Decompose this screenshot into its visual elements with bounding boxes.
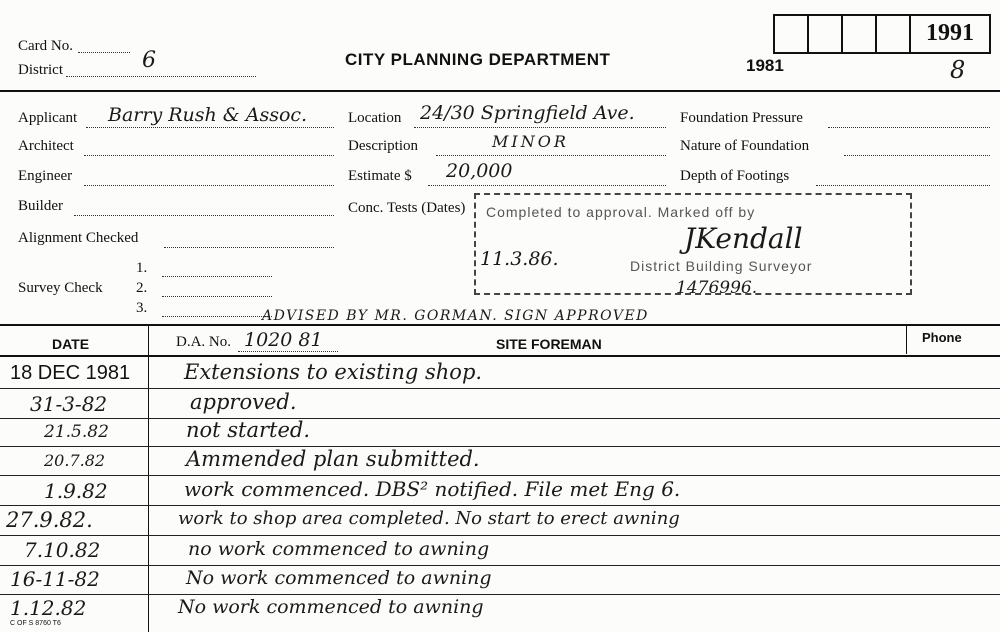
district-value: 6 bbox=[142, 48, 156, 73]
row-4-note: Ammended plan submitted. bbox=[186, 447, 480, 471]
box-year: 1991 bbox=[909, 14, 991, 54]
row-9-note: No work commenced to awning bbox=[178, 596, 484, 618]
estimate-value: 20,000 bbox=[446, 160, 513, 182]
row-4-date: 20.7.82 bbox=[44, 451, 106, 470]
stamp-number: 1476996. bbox=[676, 278, 758, 298]
row-9-date: 1.12.82 bbox=[10, 596, 87, 620]
alignment-label: Alignment Checked bbox=[18, 230, 139, 246]
row-1-note: Extensions to existing shop. bbox=[184, 360, 483, 384]
survey-num-2: 2. bbox=[136, 280, 148, 296]
footer-code: C OF S 8760 T6 bbox=[10, 620, 61, 627]
row-2-date: 31-3-82 bbox=[30, 392, 108, 416]
row-5-note: work commenced. DBS² notified. File met Eng 6. bbox=[184, 477, 681, 501]
survey-num-1: 1. bbox=[136, 260, 148, 276]
site-foreman-header: SITE FOREMAN bbox=[496, 336, 602, 352]
da-no-value: 1020 81 bbox=[244, 329, 323, 351]
phone-header: Phone bbox=[922, 330, 962, 345]
nature-of-foundation-label: Nature of Foundation bbox=[680, 138, 810, 154]
stamp-line-2: District Building Surveyor bbox=[630, 258, 813, 274]
row-8-note: No work commenced to awning bbox=[186, 567, 492, 589]
card-number-boxes bbox=[775, 14, 991, 54]
corner-number: 8 bbox=[950, 56, 966, 84]
applicant-label: Applicant bbox=[18, 110, 78, 126]
location-value: 24/30 Springfield Ave. bbox=[420, 102, 635, 124]
district-label: District bbox=[18, 62, 63, 78]
page-title: CITY PLANNING DEPARTMENT bbox=[345, 50, 611, 69]
row-3-note: not started. bbox=[186, 418, 311, 442]
builder-label: Builder bbox=[18, 198, 63, 214]
row-7-note: no work commenced to awning bbox=[188, 538, 490, 560]
row-6-note: work to shop area completed. No start to erect awning bbox=[178, 508, 680, 529]
row-8-date: 16-11-82 bbox=[10, 567, 100, 591]
year-label: 1981 bbox=[746, 56, 784, 75]
row-6-date: 27.9.82. bbox=[6, 508, 93, 532]
description-label: Description bbox=[348, 138, 418, 154]
stamp-date: 11.3.86. bbox=[480, 248, 559, 270]
stamp-signature: JKendall bbox=[684, 222, 803, 255]
estimate-label: Estimate $ bbox=[348, 168, 412, 184]
foundation-pressure-label: Foundation Pressure bbox=[680, 110, 803, 126]
date-header: DATE bbox=[52, 336, 90, 352]
survey-label: Survey Check bbox=[18, 280, 103, 296]
engineer-label: Engineer bbox=[18, 168, 73, 184]
da-no-label: D.A. No. bbox=[176, 334, 231, 350]
applicant-value: Barry Rush & Assoc. bbox=[108, 104, 308, 126]
card-no-label: Card No. bbox=[18, 38, 73, 54]
row-5-date: 1.9.82 bbox=[44, 479, 108, 503]
survey-num-3: 3. bbox=[136, 300, 148, 316]
description-value: MINOR bbox=[492, 132, 569, 151]
row-2-note: approved. bbox=[190, 390, 297, 414]
row-7-date: 7.10.82 bbox=[24, 538, 101, 562]
conc-tests-label: Conc. Tests (Dates) bbox=[348, 200, 466, 216]
location-label: Location bbox=[348, 110, 402, 126]
advised-note: ADVISED BY MR. GORMAN. SIGN APPROVED bbox=[262, 308, 649, 324]
row-3-date: 21.5.82 bbox=[44, 422, 109, 442]
row-1-date: 18 DEC 1981 bbox=[10, 362, 131, 384]
stamp-line-1: Completed to approval. Marked off by bbox=[486, 204, 756, 220]
architect-label: Architect bbox=[18, 138, 74, 154]
depth-of-footings-label: Depth of Footings bbox=[680, 168, 790, 184]
